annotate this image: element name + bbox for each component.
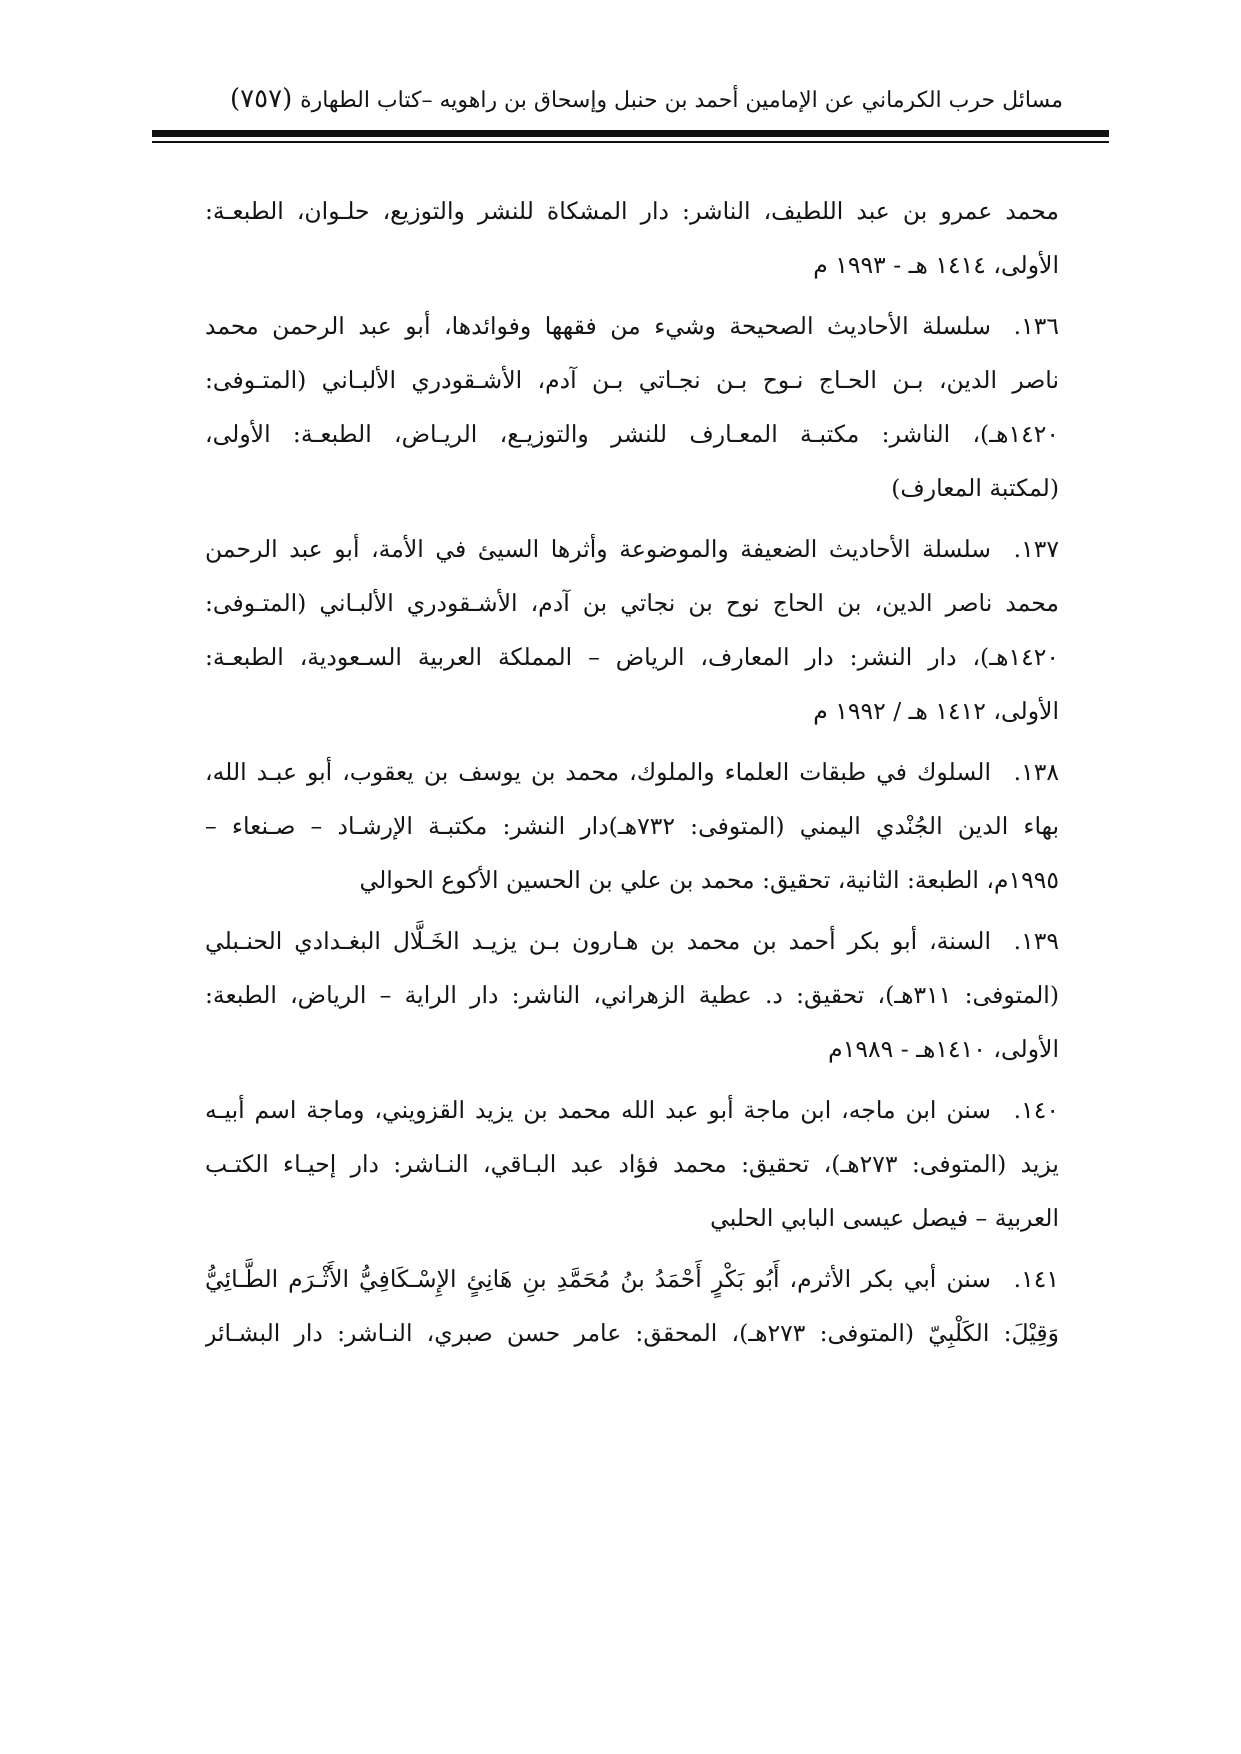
entry-line: ١٤٢٠هـ)، الناشر: مكتبـة المعـارف للنشر والتوزيـع، الريـاض، الطبعـة: الأولى، [205,420,1059,448]
page-header [178,82,1063,126]
entry-first-line [205,1083,1059,1137]
entry-line: ١٩٩٥م، الطبعة: الثانية، تحقيق: محمد بن علي بن الحسين الأكوع الحوالي [359,866,1059,894]
entry-line: سنن ابن ماجه، ابن ماجة أبو عبد الله محمد بن يزيد القزويني، وماجة اسم أبيـه [205,1096,991,1124]
entry-line: (المتوفى: ٣١١هـ)، تحقيق: د. عطية الزهراني، الناشر: دار الراية – الرياض، الطبعة: [205,981,1059,1009]
entry-line: بهاء الدين الجُنْدي اليمني (المتوفى: ٧٣٢هـ)دار النشر: مكتبـة الإرشـاد – صـنعاء – [205,812,1059,840]
entry-line: يزيد (المتوفى: ٢٧٣هـ)، تحقيق: محمد فؤاد عبد البـاقي، النـاشر: دار إحيـاء الكتـب [205,1150,1059,1178]
bibliography-entry [205,745,1059,907]
entry-line: ناصر الدين، بـن الحـاج نـوح بـن نجـاتي بـن آدم، الأشـقودري الألبـاني (المتـوفى: [205,366,1059,394]
entry-line: الأولى، ١٤١٠هـ - ١٩٨٩م [828,1035,1059,1063]
bibliography-entry [205,914,1059,1076]
entry-line: السنة، أبو بكر أحمد بن محمد بن هـارون بـن يزيـد الخَـلَّال البغـدادي الحنـبلي [205,927,991,955]
entry-first-line [205,299,1059,353]
page-number: (٧٥٧) [230,84,293,114]
entry-number: ١٣٦. [1013,312,1059,340]
entry-line: محمد ناصر الدين، بن الحاج نوح بن نجاتي بن آدم، الأشـقودري الألبـاني (المتـوفى: [205,589,1059,617]
bibliography-list [205,184,1059,1367]
entry-line: الأولى، ١٤١٢ هـ / ١٩٩٢ م [813,697,1059,725]
bibliography-entry [205,1252,1059,1360]
entry-first-line [205,745,1059,799]
entry-number: ١٣٨. [1013,758,1059,786]
entry-line: سلسلة الأحاديث الصحيحة وشيء من فقهها وفوائدها، أبو عبد الرحمن محمد [205,312,991,340]
entry-number: ١٤٠. [1013,1096,1059,1124]
entry-line: سلسلة الأحاديث الضعيفة والموضوعة وأثرها السيئ في الأمة، أبو عبد الرحمن [205,535,991,563]
running-title: مسائل حرب الكرماني عن الإمامين أحمد بن حنبل وإسحاق بن راهويه –كتاب الطهارة [300,88,1063,113]
entry-line: سنن أبي بكر الأثرم، أَبُو بَكْرٍ أَحْمَدُ بنُ مُحَمَّدِ بنِ هَانِئٍ الإِسْـكَافِيُّ الأَثْـرَم الطَّـائِيُّ [205,1265,991,1293]
header-rule-thick [152,130,1109,137]
entry-number: ١٤١. [1013,1265,1059,1293]
entry-line: الأولى، ١٤١٤ هـ - ١٩٩٣ م [813,251,1059,279]
entry-line: السلوك في طبقات العلماء والملوك، محمد بن يوسف بن يعقوب، أبو عبـد الله، [205,758,991,786]
entry-first-line [205,914,1059,968]
entry-number: ١٣٧. [1013,535,1059,563]
entry-first-line [205,1252,1059,1306]
bibliography-entry [205,184,1059,292]
entry-number: ١٣٩. [1013,927,1059,955]
entry-line: (لمكتبة المعارف) [891,474,1059,502]
entry-line: ١٤٢٠هـ)، دار النشر: دار المعارف، الرياض – المملكة العربية السـعودية، الطبعـة: [205,643,1059,671]
entry-line: العربية – فيصل عيسى البابي الحلبي [710,1204,1059,1232]
entry-first-line [205,522,1059,576]
bibliography-entry [205,522,1059,738]
entry-line: وَقِيْلَ: الكَلْبِيّ (المتوفى: ٢٧٣هـ)، المحقق: عامر حسن صبري، النـاشر: دار البشـائر [205,1319,1059,1347]
entry-line: محمد عمرو بن عبد اللطيف، الناشر: دار المشكاة للنشر والتوزيع، حلـوان، الطبعـة: [205,197,1059,225]
bibliography-entry [205,1083,1059,1245]
bibliography-entry [205,299,1059,515]
header-rule-thin [152,141,1109,143]
